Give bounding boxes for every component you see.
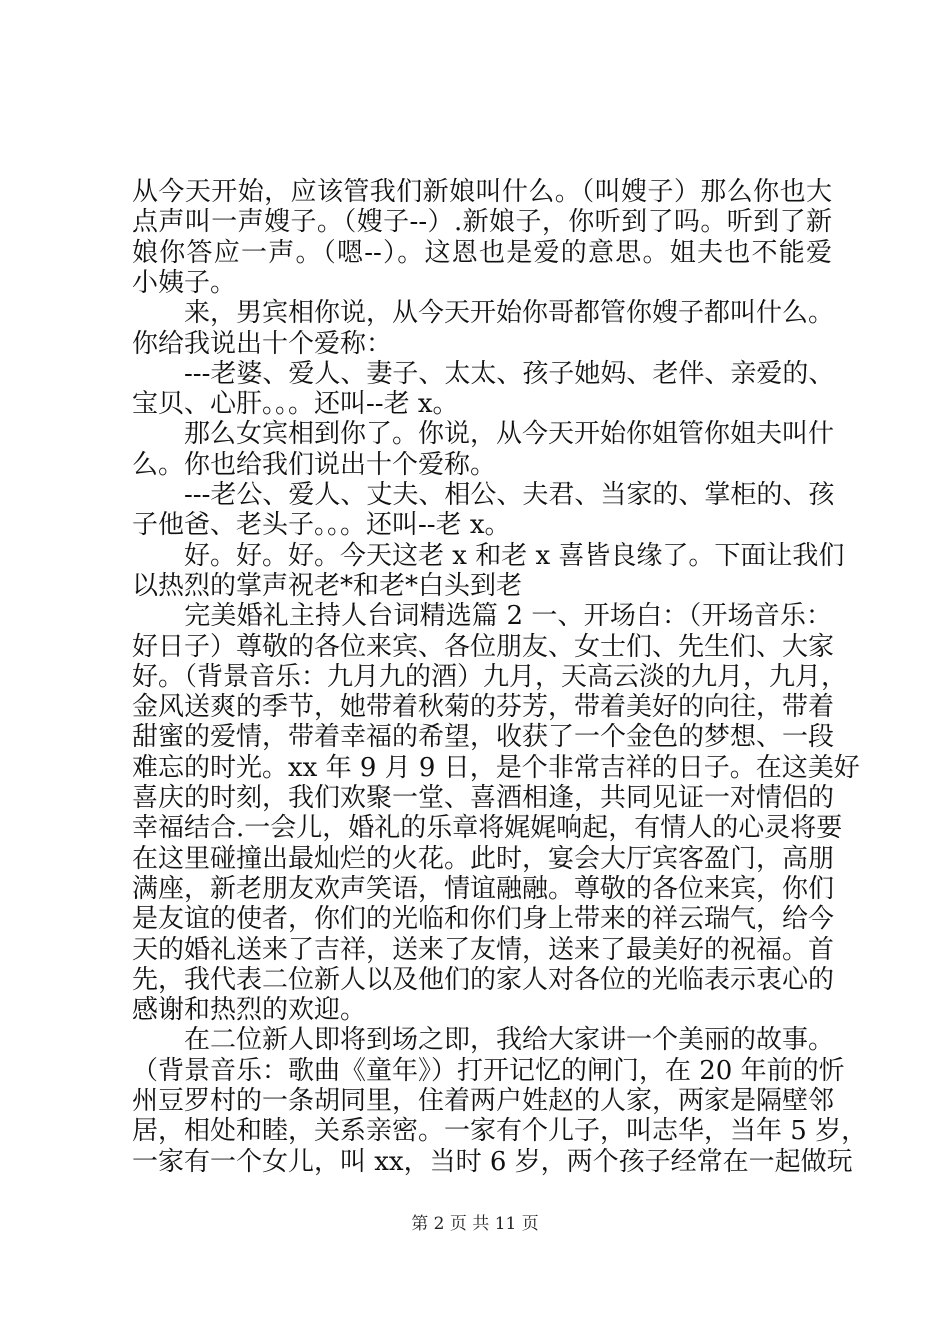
- text-line: 一家有一个女儿，叫 xx，当时 6 岁，两个孩子经常在一起做玩: [132, 1146, 853, 1177]
- text-line: 点声叫一声嫂子。（嫂子--）.新娘子，你听到了吗。听到了新: [132, 207, 832, 238]
- text-line: 好。（背景音乐：九月九的酒）九月，天高云淡的九月，九月，: [132, 661, 848, 692]
- text-line: 幸福结合.一会儿，婚礼的乐章将娓娓响起，有情人的心灵将要: [132, 813, 843, 844]
- text-line: ---老公、爱人、丈夫、相公、夫君、当家的、掌柜的、孩: [132, 480, 835, 510]
- text-line: 难忘的时光。xx 年 9 月 9 日，是个非常吉祥的日子。在这美好: [132, 752, 860, 783]
- text-line: 感谢和热烈的欢迎。: [132, 995, 367, 1026]
- text-line: 完美婚礼主持人台词精选篇 2 一、开场白：（开场音乐：: [132, 601, 832, 632]
- text-line: 好。好。好。今天这老 x 和老 x 喜皆良缘了。下面让我们: [132, 540, 845, 571]
- text-line: 喜庆的时刻，我们欢聚一堂、喜酒相逢，共同见证一对情侣的: [132, 783, 835, 813]
- text-line: ---老婆、爱人、妻子、太太、孩子她妈、老伴、亲爱的、: [132, 358, 835, 389]
- text-line: （背景音乐：歌曲《童年》）打开记忆的闸门，在 20 年前的忻: [132, 1055, 845, 1086]
- text-line: 你给我说出十个爱称：: [132, 328, 393, 359]
- text-line: 金风送爽的季节，她带着秋菊的芬芳，带着美好的向往，带着: [132, 692, 835, 723]
- text-line: 在二位新人即将到场之即，我给大家讲一个美丽的故事。: [132, 1025, 835, 1056]
- text-line: 小姨子。: [132, 267, 237, 298]
- text-line: 子他爸、老头子。。。还叫--老 x。: [132, 510, 511, 541]
- text-line: 在这里碰撞出最灿烂的火花。此时，宴会大厅宾客盈门，高朋: [132, 843, 835, 874]
- text-line: 州豆罗村的一条胡同里，住着两户姓赵的人家，两家是隔壁邻: [132, 1086, 835, 1116]
- text-line: 从今天开始，应该管我们新娘叫什么。（叫嫂子）那么你也大: [132, 177, 832, 207]
- text-line: 么。你也给我们说出十个爱称。: [132, 449, 497, 480]
- text-line: 以热烈的掌声祝老*和老*白头到老: [132, 570, 523, 601]
- text-line: 娘你答应一声。（嗯--）。这恩也是爱的意思。姐夫也不能爱: [132, 237, 832, 268]
- text-line: 是友谊的使者，你们的光临和你们身上带来的祥云瑞气，给今: [132, 904, 835, 935]
- page-footer: [0, 1213, 950, 1235]
- text-line: 满座，新老朋友欢声笑语，情谊融融。尊敬的各位来宾，你们: [132, 873, 835, 904]
- text-line: 甜蜜的爱情，带着幸福的希望，收获了一个金色的梦想、一段: [132, 722, 835, 753]
- text-line: 来，男宾相你说，从今天开始你哥都管你嫂子都叫什么。: [132, 298, 835, 329]
- text-line: 先，我代表二位新人以及他们的家人对各位的光临表示衷心的: [132, 964, 835, 995]
- text-line: 居，相处和睦，关系亲密。一家有个儿子，叫志华，当年 5 岁，: [132, 1116, 868, 1147]
- text-line: 那么女宾相到你了。你说，从今天开始你姐管你姐夫叫什: [132, 419, 835, 450]
- text-line: 好日子）尊敬的各位来宾、各位朋友、女士们、先生们、大家: [132, 631, 835, 662]
- text-line: 宝贝、心肝。。。还叫--老 x。: [132, 389, 459, 420]
- text-line: 天的婚礼送来了吉祥，送来了友情，送来了最美好的祝福。首: [132, 934, 835, 965]
- page-number: 第 2 页 共 11 页: [411, 1214, 539, 1234]
